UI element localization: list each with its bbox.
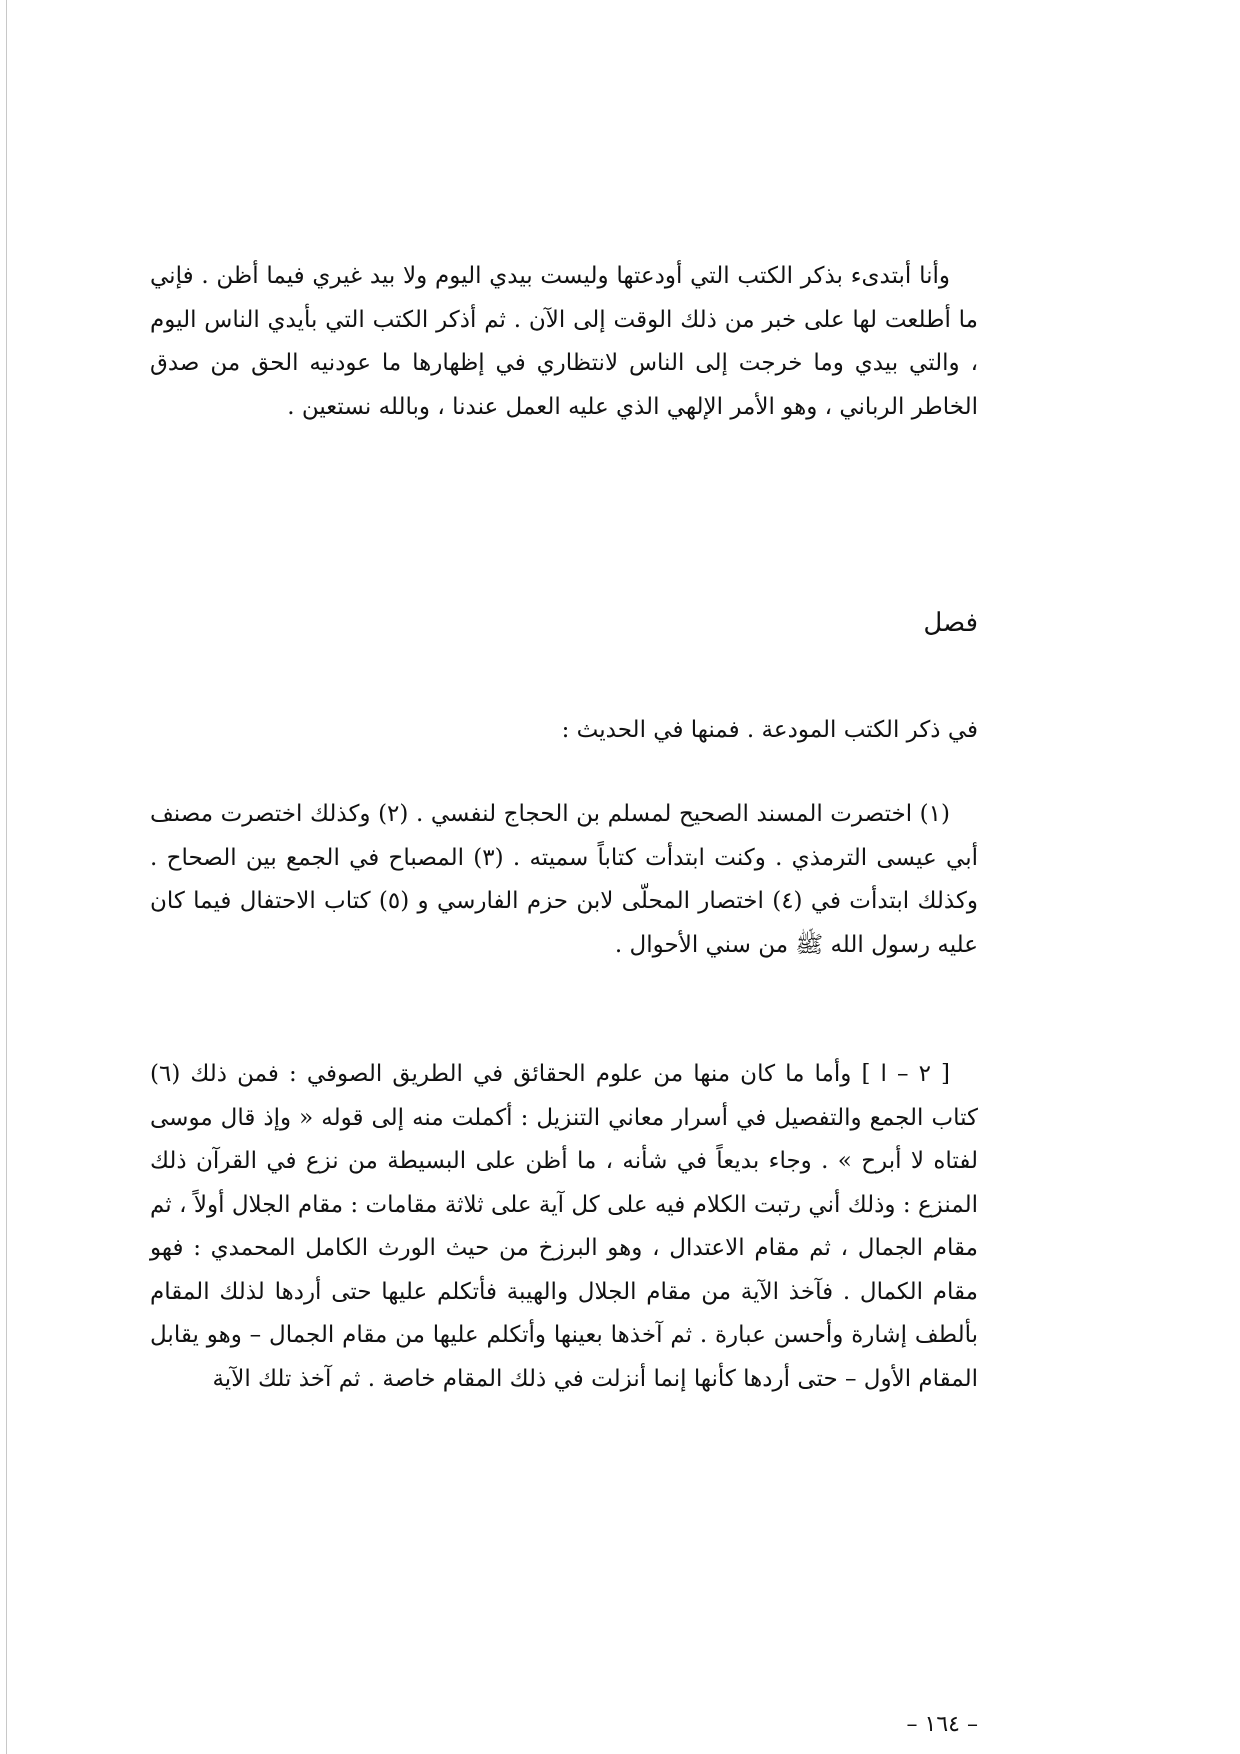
- section-subheading: في ذكر الكتب المودعة . فمنها في الحديث :: [561, 717, 978, 743]
- hadith-books-paragraph: (١) اختصرت المسند الصحيح لمسلم بن الحجاج لنفسي . (٢) وكذلك اختصرت مصنف أبي عيسى الترمذي . وكنت ابتدأت كتاباً سميته . (٣) المصباح في الجمع بين الصحاح . وكذلك ابتدأت في (٤) اختصار المحلّى لابن حزم الفارسي و (٥) كتاب الاحتفال فيما كان عليه رسول الله ﷺ من سني الأحوال .: [150, 801, 978, 958]
- section-heading: فصل: [923, 608, 978, 638]
- page-number: – ١٦٤ –: [906, 1712, 978, 1737]
- intro-paragraph: وأنا أبتدىء بذكر الكتب التي أودعتها وليست بيدي اليوم ولا بيد غيري فيما أظن . فإني ما أطلعت لها على خبر من ذلك الوقت إلى الآن . ثم أذكر الكتب التي بأيدي الناس اليوم ، والتي بيدي وما خرجت إلى الناس لانتظاري في إظهارها ما عودنيه الحق من صدق الخاطر الرباني ، وهو الأمر الإلهي الذي عليه العمل عندنا ، وبالله نستعين .: [150, 263, 978, 420]
- book-page: [150, 255, 978, 1737]
- sufi-books-paragraph: [ ٢ – ا ] وأما ما كان منها من علوم الحقائق في الطريق الصوفي : فمن ذلك (٦) كتاب الجمع والتفصيل في أسرار معاني التنزيل : أكملت منه إلى قوله « وإذ قال موسى لفتاه لا أبرح » . وجاء بديعاً في شأنه ، ما أظن على البسيطة من نزع في القرآن ذلك المنزع : وذلك أني رتبت الكلام فيه على كل آية على ثلاثة مقامات : مقام الجلال أولاً ، ثم مقام الجمال ، ثم مقام الاعتدال ، وهو البرزخ من حيث الورث الكامل المحمدي : فهو مقام الكمال . فآخذ الآية من مقام الجلال والهيبة فأتكلم عليها حتى أردها لذلك المقام بألطف إشارة وأحسن عبارة . ثم آخذها بعينها وأتكلم عليها من مقام الجمال – وهو يقابل المقام الأول – حتى أردها كأنها إنما أنزلت في ذلك المقام خاصة . ثم آخذ تلك الآية: [150, 1061, 978, 1392]
- scan-edge-line: [6, 0, 7, 1754]
